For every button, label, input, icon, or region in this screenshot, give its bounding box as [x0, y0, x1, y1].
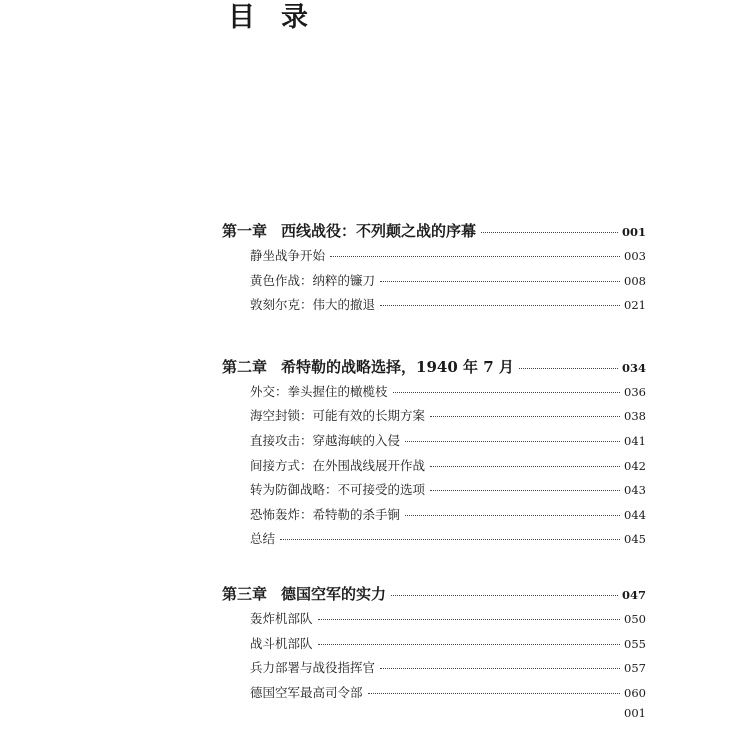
section-entry[interactable] — [222, 404, 646, 429]
section-entry[interactable] — [222, 454, 646, 479]
section-title: 战斗机部队 — [250, 635, 313, 651]
chapter-1-title: 西线战役：不列颠之战的序幕 — [281, 222, 477, 240]
section-page: 044 — [624, 507, 646, 522]
section-title: 直接攻击：穿越海峡的入侵 — [250, 432, 401, 448]
dot-leader — [380, 668, 620, 669]
section-title: 外交：拳头握住的橄榄枝 — [250, 383, 388, 399]
chapter-1-page: 001 — [621, 225, 646, 239]
dot-leader — [393, 392, 621, 393]
chapter-3-title: 德国空军的实力 — [281, 584, 387, 603]
section-page: 055 — [624, 636, 646, 651]
chapter-spacer — [222, 318, 646, 354]
table-of-contents — [222, 218, 646, 705]
section-title: 转为防御战略：不可接受的选项 — [250, 482, 426, 498]
section-entry[interactable] — [222, 478, 646, 503]
dot-leader — [405, 441, 620, 442]
dot-leader — [380, 281, 620, 282]
section-title: 总结 — [250, 531, 276, 547]
dot-leader — [405, 515, 620, 516]
dot-leader — [280, 539, 620, 540]
section-entry[interactable] — [222, 656, 646, 681]
section-page: 008 — [624, 273, 646, 288]
dot-leader — [330, 256, 620, 257]
section-entry[interactable] — [222, 681, 646, 706]
section-page: 036 — [624, 384, 646, 399]
chapter-spacer — [222, 552, 646, 581]
section-page: 045 — [624, 532, 646, 547]
section-page: 041 — [624, 433, 646, 448]
section-page: 003 — [624, 249, 646, 263]
section-page: 021 — [624, 298, 646, 313]
dot-leader — [368, 693, 621, 694]
section-entry[interactable] — [222, 527, 646, 552]
section-page: 050 — [624, 611, 646, 626]
chapter-1-entry[interactable] — [222, 218, 646, 244]
dot-leader — [481, 232, 618, 233]
chapter-2-label: 第二章 — [222, 357, 268, 376]
section-page: 057 — [624, 661, 646, 676]
dot-leader — [391, 595, 618, 596]
section-title: 轰炸机部队 — [250, 610, 313, 626]
dot-leader — [519, 368, 618, 369]
section-page: 043 — [624, 483, 646, 498]
section-entry[interactable] — [222, 293, 646, 318]
section-entry[interactable] — [222, 429, 646, 454]
section-page: 038 — [624, 409, 646, 424]
chapter-2-page: 034 — [621, 360, 646, 375]
section-entry[interactable] — [222, 607, 646, 632]
dot-leader — [430, 490, 620, 491]
section-title: 兵力部署与战役指挥官 — [250, 660, 376, 676]
section-title: 敦刻尔克：伟大的撤退 — [250, 297, 376, 313]
dot-leader — [318, 644, 621, 645]
section-title: 间接方式：在外围战线展开作战 — [250, 457, 426, 473]
section-page: 060 — [624, 685, 646, 700]
section-title: 德国空军最高司令部 — [250, 684, 363, 700]
dot-leader — [318, 619, 621, 620]
section-title: 黄色作战：纳粹的镰刀 — [250, 272, 376, 288]
chapter-2-title: 希特勒的战略选择，1940 年 7 月 — [281, 357, 514, 376]
dot-leader — [380, 305, 620, 306]
section-entry[interactable] — [222, 632, 646, 657]
dot-leader — [430, 466, 620, 467]
chapter-1-label: 第一章 — [222, 222, 268, 240]
section-entry[interactable] — [222, 503, 646, 528]
section-page: 042 — [624, 458, 646, 473]
section-title: 恐怖轰炸：希特勒的杀手锏 — [250, 506, 401, 522]
section-entry[interactable] — [222, 380, 646, 405]
chapter-3-label: 第三章 — [222, 584, 268, 603]
chapter-3-page: 047 — [621, 587, 646, 602]
dot-leader — [430, 416, 620, 417]
page-title: 目录 — [228, 2, 334, 33]
page-number: 001 — [624, 706, 646, 720]
chapter-3-entry[interactable] — [222, 581, 646, 607]
section-title: 静坐战争开始 — [250, 248, 326, 263]
section-entry[interactable] — [222, 244, 646, 269]
chapter-2-entry[interactable] — [222, 354, 646, 380]
section-entry[interactable] — [222, 269, 646, 294]
section-title: 海空封锁：可能有效的长期方案 — [250, 408, 426, 424]
